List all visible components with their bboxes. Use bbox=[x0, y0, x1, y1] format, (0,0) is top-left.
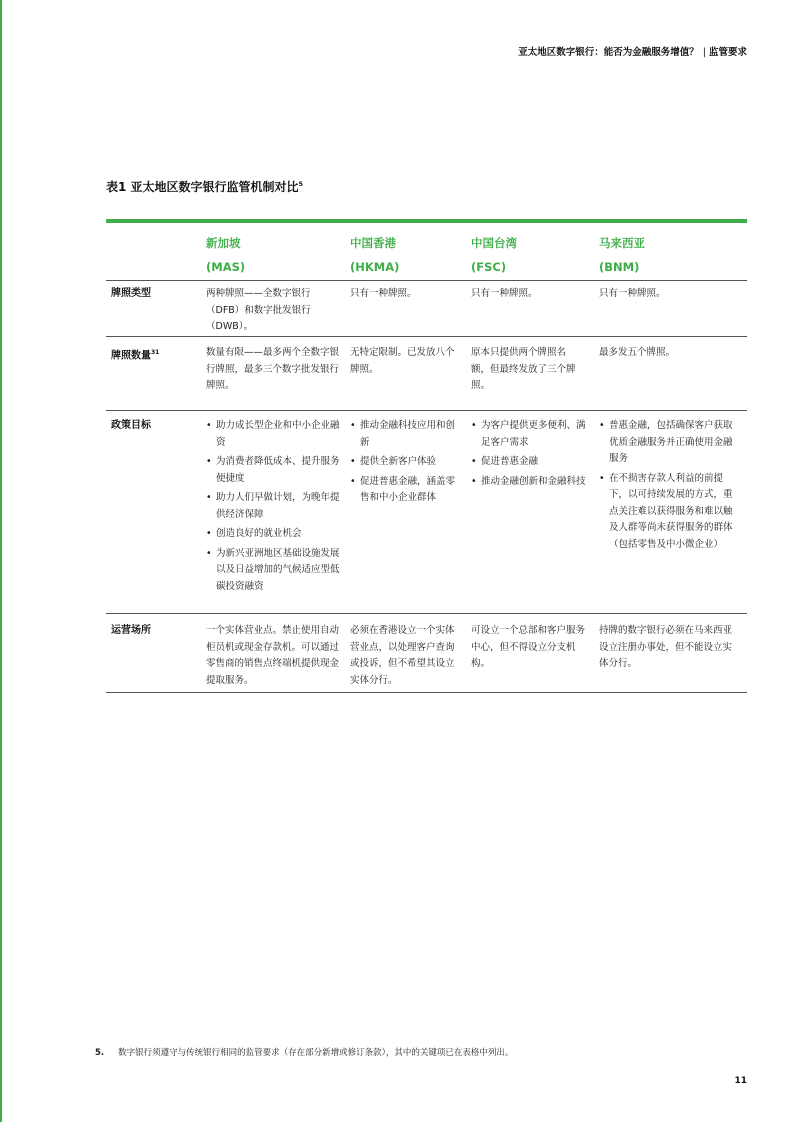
column-name: 新加坡 bbox=[206, 236, 241, 250]
column-header-taiwan bbox=[471, 231, 517, 279]
footnote-number: 5. bbox=[95, 1048, 105, 1058]
list-item: • 普惠金融，包括确保客户获取优质金融服务并正确使用金融服务 bbox=[599, 420, 733, 464]
row-label-text: 牌照数量 bbox=[111, 350, 151, 362]
list-item: • 助力人们早做计划，为晚年提供经济保障 bbox=[206, 492, 340, 520]
list-item: • 促进普惠金融，涵盖零售和中小企业群体 bbox=[350, 475, 456, 503]
table-cell: 必须在香港设立一个实体营业点，以处理客户查询或投诉，但不希望其设立实体分行。 bbox=[350, 625, 455, 686]
table-title-footnote-ref: 5 bbox=[298, 180, 304, 188]
footnote bbox=[95, 1046, 513, 1058]
list-item: • 在不损害存款人利益的前提下，以可持续发展的方式，重点关注难以获得服务和难以触及人群等尚未获得服务的群体（包括零售及中小微企业） bbox=[599, 472, 733, 550]
list-item: • 为客户提供更多便利、满足客户需求 bbox=[471, 420, 586, 448]
column-header-singapore bbox=[206, 231, 245, 279]
table-cell: 原本只提供两个牌照名额，但最终发放了三个牌照。 bbox=[471, 347, 576, 391]
row-divider bbox=[106, 410, 747, 411]
footnote-ref: 31 bbox=[151, 349, 160, 356]
column-name: 中国香港 bbox=[350, 236, 396, 250]
header-section: 监管要求 bbox=[708, 47, 747, 58]
header-separator: | bbox=[702, 47, 706, 58]
row-divider bbox=[106, 280, 747, 281]
list-item: • 为消费者降低成本、提升服务便捷度 bbox=[206, 456, 340, 484]
table-cell: 无特定限制。已发放八个牌照。 bbox=[350, 347, 455, 375]
bullet-list-malaysia bbox=[599, 418, 741, 556]
list-item: • 提供全新客户体验 bbox=[350, 454, 462, 471]
bullet-icon: • bbox=[599, 420, 605, 431]
bullet-list-singapore bbox=[206, 418, 340, 598]
footnote-text: 数字银行须遵守与传统银行相同的监管要求（存在部分新增或修订条款），其中的关键项已在表格中列出。 bbox=[118, 1048, 514, 1058]
bullet-icon: • bbox=[350, 475, 356, 487]
table-cell: 只有一种牌照。 bbox=[350, 288, 417, 299]
column-name: 中国台湾 bbox=[471, 236, 517, 250]
bullet-icon: • bbox=[206, 456, 212, 467]
list-item: • 创造良好的就业机会 bbox=[206, 526, 340, 543]
table-cell: 数量有限——最多两个全数字银行牌照，最多三个数字批发银行牌照。 bbox=[206, 347, 340, 391]
header-title: 亚太地区数字银行：能否为金融服务增值？ bbox=[518, 47, 699, 58]
table-top-rule bbox=[106, 219, 747, 223]
table-cell: 只有一种牌照。 bbox=[471, 288, 538, 299]
table-cell: 只有一种牌照。 bbox=[599, 288, 666, 299]
table-title-text: 表1 亚太地区数字银行监管机制对比 bbox=[106, 180, 299, 194]
table-cell: 一个实体营业点。禁止使用自动柜员机或现金存款机。可以通过零售商的销售点终端机提供现金提取服务。 bbox=[206, 625, 340, 686]
column-code: (HKMA) bbox=[350, 260, 400, 274]
table-cell: 可设立一个总部和客户服务中心，但不得设立分支机构。 bbox=[471, 625, 586, 669]
row-label-operating-premises: 运营场所 bbox=[111, 625, 151, 636]
left-accent-rule bbox=[0, 0, 2, 1122]
bullet-icon: • bbox=[350, 420, 356, 431]
page-number: 11 bbox=[734, 1076, 747, 1086]
column-header-malaysia bbox=[599, 231, 645, 279]
row-label-policy-goals: 政策目标 bbox=[111, 420, 151, 431]
bullet-icon: • bbox=[350, 456, 356, 467]
row-label-license-type: 牌照类型 bbox=[111, 288, 151, 299]
bullet-icon: • bbox=[206, 492, 212, 503]
table-title bbox=[106, 178, 303, 195]
table-cell: 最多发五个牌照。 bbox=[599, 347, 676, 358]
list-item: • 为新兴亚洲地区基础设施发展以及日益增加的气候适应型低碳投资融资 bbox=[206, 547, 340, 592]
column-header-hongkong bbox=[350, 231, 399, 279]
bullet-icon: • bbox=[206, 547, 212, 559]
row-label-license-count bbox=[111, 345, 159, 364]
column-name: 马来西亚 bbox=[599, 236, 645, 250]
row-divider bbox=[106, 613, 747, 614]
table-cell: 两种牌照——全数字银行（DFB）和数字批发银行（DWB）。 bbox=[206, 288, 311, 332]
bullet-icon: • bbox=[206, 528, 212, 539]
bullet-icon: • bbox=[471, 475, 477, 487]
column-code: (FSC) bbox=[471, 260, 507, 274]
running-header bbox=[518, 44, 747, 58]
list-item: • 促进普惠金融 bbox=[471, 454, 589, 471]
bullet-icon: • bbox=[471, 420, 477, 431]
list-item: • 推动金融科技应用和创新 bbox=[350, 420, 456, 448]
column-code: (MAS) bbox=[206, 260, 246, 274]
column-code: (BNM) bbox=[599, 260, 640, 274]
bullet-icon: • bbox=[471, 456, 477, 467]
row-divider bbox=[106, 692, 747, 693]
bullet-list-hongkong bbox=[350, 418, 462, 510]
list-item: • 推动金融创新和金融科技 bbox=[471, 474, 589, 491]
bullet-icon: • bbox=[599, 472, 605, 484]
bullet-icon: • bbox=[206, 420, 212, 431]
bullet-list-taiwan bbox=[471, 418, 589, 493]
list-item: • 助力成长型企业和中小企业融资 bbox=[206, 420, 340, 448]
table-cell: 持牌的数字银行必须在马来西亚设立注册办事处，但不能设立实体分行。 bbox=[599, 625, 733, 669]
row-divider bbox=[106, 336, 747, 337]
